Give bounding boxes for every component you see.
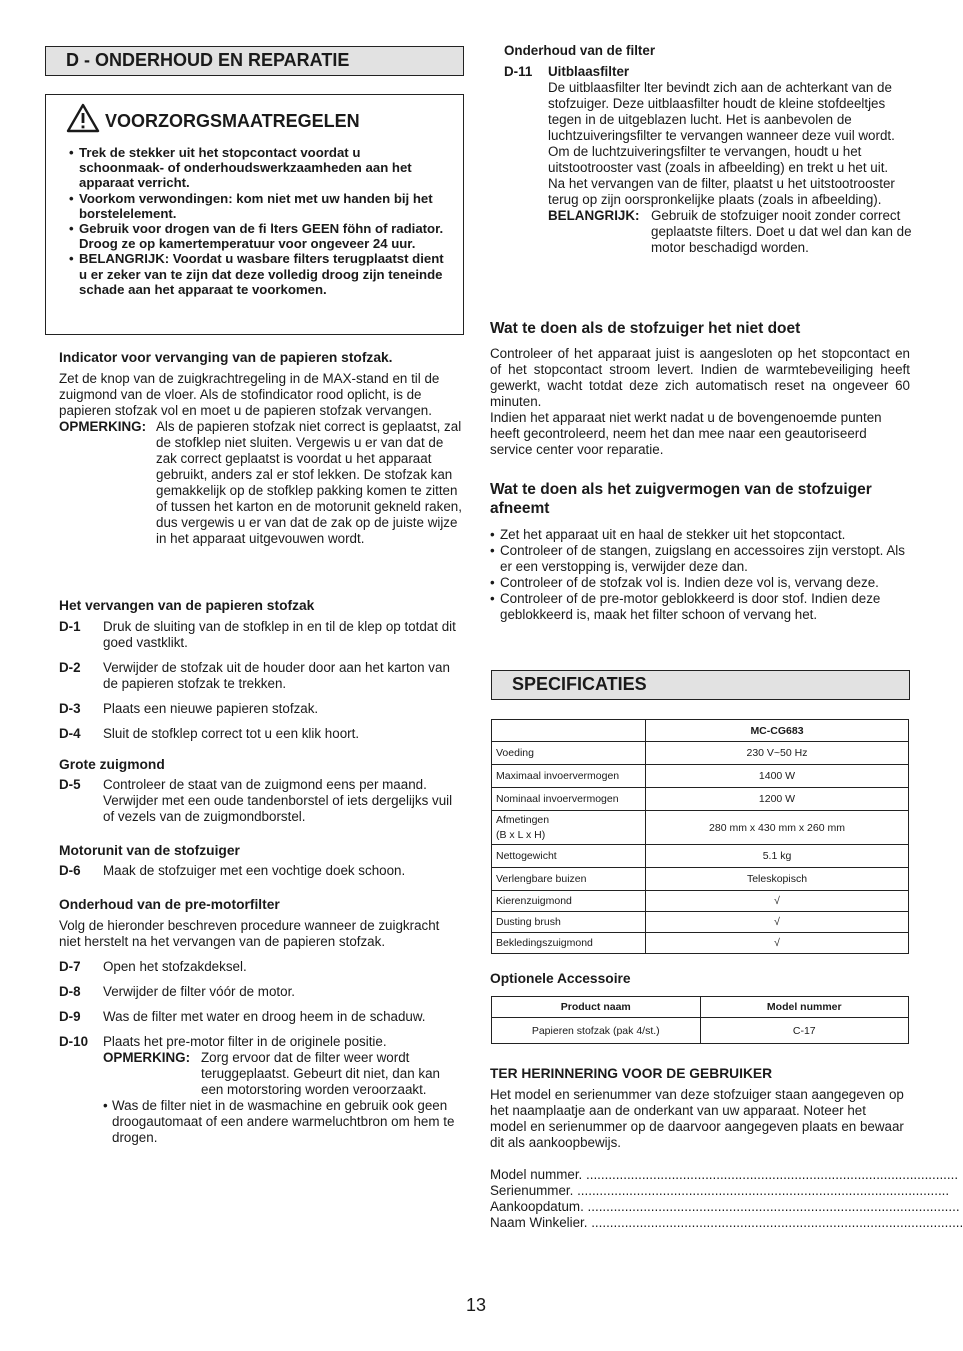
accessory-name: Papieren stofzak (pak 4/st.) xyxy=(492,1018,701,1044)
precaution-item: • Gebruik voor drogen van de fi lters GEEN föhn of radiator. Droog ze op kamertemperatuur voor ongeveer 24 uur. xyxy=(69,221,447,251)
section-title-bar xyxy=(45,46,464,76)
spec-value: 5.1 kg xyxy=(646,845,909,868)
step-number: D-1 xyxy=(59,619,81,634)
filter-section xyxy=(504,43,914,256)
spec-label: Maximaal invoervermogen xyxy=(492,765,646,788)
not-working-heading: Wat te doen als de stofzuiger het niet doet xyxy=(490,320,801,337)
premotor-bullet: • Was de filter niet in de wasmachine en gebruik ook geen droogautomaat of een andere warmeluchtbron om hem te drogen. xyxy=(103,1098,464,1146)
suction-item: • Controleer of de pre-motor geblokkeerd is door stof. Indien deze geblokkeerd is, maak het filter schoon of vervang het. xyxy=(490,591,910,623)
precautions-box xyxy=(45,94,464,335)
precaution-item: • BELANGRIJK: Voordat u wasbare filters terugplaatst dient u er zeker van te zijn dat deze volledig droog zijn teneinde schade aan het apparaat te voorkomen. xyxy=(69,251,447,297)
reminder-heading: TER HERINNERING VOOR DE GEBRUIKER xyxy=(490,1066,773,1081)
specs-table xyxy=(491,719,909,954)
suction-item: • Zet het apparaat uit en haal de stekker uit het stopcontact. xyxy=(490,527,910,543)
precautions-title: VOORZORGSMAATREGELEN xyxy=(105,111,360,131)
step-d2 xyxy=(59,660,464,692)
spec-value: Teleskopisch xyxy=(646,868,909,891)
step-d5 xyxy=(59,777,464,825)
not-working-section xyxy=(490,319,910,458)
step-text: Controleer de staat van de zuigmond eens per maand. Verwijder met een oude tandenborstel of iets dergelijks vuil of vezels van de zuigmondborstel. xyxy=(103,777,453,824)
replace-heading: Het vervangen van de papieren stofzak xyxy=(59,598,315,613)
step-text: Plaats het pre-motor filter in de originele positie. xyxy=(103,1034,387,1049)
page-number: 13 xyxy=(466,1295,487,1315)
note-label: OPMERKING: xyxy=(59,419,147,434)
step-number: D-8 xyxy=(59,984,81,999)
field-serial-number: Serienummer. .................................................................................................... xyxy=(490,1183,950,1198)
step-d9 xyxy=(59,1009,464,1025)
spec-label: Bekledingszuigmond xyxy=(492,933,646,954)
field-label: Serienummer. xyxy=(490,1183,574,1198)
step-d8 xyxy=(59,984,464,1000)
spec-label: Verlengbare buizen xyxy=(492,868,646,891)
filter-title: Uitblaasfilter xyxy=(548,64,630,79)
note-text: Zorg ervoor dat de filter weer wordt teruggeplaatst. Gebeurt dit niet, dan kan een motorstoring worden veroorzaakt. xyxy=(201,1050,440,1097)
motor-heading: Motorunit van de stofzuiger xyxy=(59,843,240,858)
field-store-name: Naam Winkelier. .................................................................................................... xyxy=(490,1215,963,1230)
accessories-col-name: Product naam xyxy=(492,997,701,1018)
premotor-heading: Onderhoud van de pre-motorfilter xyxy=(59,897,280,912)
step-text: Open het stofzakdeksel. xyxy=(103,959,247,974)
accessories-col-model: Model nummer xyxy=(700,997,909,1018)
step-number: D-2 xyxy=(59,660,81,675)
note-text: Als de papieren stofzak niet correct is geplaatst, zal de stofklep niet sluiten. Vergewis u er van dat de zak correct geplaatst is voordat u het apparaat gebruikt, anders zal er stof lekken. De stofzak kan gemakkelijk op de stofklep pakking komen te zitten of tussen het karton en de motorunit gekneld raken, dus vergewis u er van dat de zak op de juiste wijze in het apparaat uitgevouwen wordt. xyxy=(156,419,462,546)
spec-label: Voeding xyxy=(492,742,646,765)
premotor-intro: Volg de hieronder beschreven procedure wanneer de zuigkracht niet herstelt na het vervangen van de papieren stofzak. xyxy=(59,918,440,949)
field-model-number: Model nummer. .................................................................................................... xyxy=(490,1167,959,1182)
filter-note xyxy=(548,208,914,256)
spec-label: Afmetingen xyxy=(496,814,550,826)
precaution-item: • Trek de stekker uit het stopcontact voordat u schoonmaak- of onderhoudswerkzaamheden aan het apparaat verricht. xyxy=(69,145,447,191)
spec-value: 230 V~50 Hz xyxy=(646,742,909,765)
step-d1 xyxy=(59,619,464,651)
indicator-note xyxy=(59,419,464,547)
spec-label-dimensions xyxy=(492,811,646,845)
specs-model: MC-CG683 xyxy=(646,720,909,742)
step-number: D-6 xyxy=(59,863,81,878)
indicator-section xyxy=(59,350,464,547)
reminder-text: Het model en serienummer van deze stofzuiger staan aangegeven op het naamplaatje aan de onderkant van uw apparaat. Noteer het model en serienummer op de daarvoor aangegeven plaats en bewaar dit als aankoopbewijs. xyxy=(490,1087,904,1150)
spec-label-sub: (B x L x H) xyxy=(496,829,546,841)
precaution-item: • Voorkom verwondingen: kom niet met uw handen bij het borstelelement. xyxy=(69,191,447,221)
filter-text: De uitblaasfilter lter bevindt zich aan de achterkant van de stofzuiger. Deze uitblaasfilter houdt de kleine stofdeeltjes tegen in de uitgeblazen lucht. Het is aanbevolen de luchtzuiveringsfilter te vervangen wanneer deze vuil wordt. Om de luchtzuiveringsfilter te vervangen, houdt u het uitstootrooster vast (zoals in afbeelding) en trekt u het uit. xyxy=(548,80,895,175)
nozzle-section xyxy=(59,757,464,825)
step-number: D-5 xyxy=(59,777,81,792)
nozzle-heading: Grote zuigmond xyxy=(59,757,165,772)
spec-value: 1200 W xyxy=(646,788,909,811)
step-d7 xyxy=(59,959,464,975)
note-text: Gebruik de stofzuiger nooit zonder correct geplaatste filters. Doet u dat wel dan kan de motor beschadigd worden. xyxy=(651,208,912,255)
step-text: Druk de sluiting van de stofklep in en til de klep op totdat dit goed vastklikt. xyxy=(103,619,456,650)
suction-item: • Controleer of de stangen, zuigslang en accessoires zijn verstopt. Als er een verstopping is, verwijder deze dan. xyxy=(490,543,910,575)
step-text: Was de filter met water en droog heem in de schaduw. xyxy=(103,1009,426,1024)
step-number: D-10 xyxy=(59,1034,89,1049)
step-text: Sluit de stofklep correct tot u een klik hoort. xyxy=(103,726,360,741)
step-d11 xyxy=(504,64,914,256)
step-number: D-3 xyxy=(59,701,81,716)
step-d10 xyxy=(59,1034,464,1146)
step-text: Maak de stofzuiger met een vochtige doek schoon. xyxy=(103,863,406,878)
accessory-model: C-17 xyxy=(700,1018,909,1044)
step-number: D-9 xyxy=(59,1009,81,1024)
spec-label: Dusting brush xyxy=(492,912,646,933)
suction-list xyxy=(490,527,910,623)
spec-label: Nettogewicht xyxy=(492,845,646,868)
step-text: Plaats een nieuwe papieren stofzak. xyxy=(103,701,319,716)
reminder-section xyxy=(490,1066,963,1231)
specs-title: SPECIFICATIES xyxy=(512,674,647,694)
field-purchase-date: Aankoopdatum. .................................................................................................... xyxy=(490,1199,960,1214)
step-number: D-4 xyxy=(59,726,81,741)
replace-section xyxy=(59,598,464,742)
premotor-note xyxy=(103,1050,464,1098)
accessories-heading: Optionele Accessoire xyxy=(490,971,631,986)
spec-label: Nominaal invoervermogen xyxy=(492,788,646,811)
suction-item: • Controleer of de stofzak vol is. Indien deze vol is, vervang deze. xyxy=(490,575,910,591)
precautions-list xyxy=(69,145,447,297)
accessories-table xyxy=(491,996,909,1044)
not-working-text: Controleer of het apparaat juist is aangesloten op het stopcontact en of het stopcontact stroom levert. Indien de warmtebeveiliging heeft gewerkt, wacht totdat deze zich automatisch reset na ongeveer 60 minuten. xyxy=(490,346,910,409)
section-title: D - ONDERHOUD EN REPARATIE xyxy=(66,50,350,70)
indicator-text: Zet de knop van de zuigkrachtregeling in de MAX-stand en til de zuigmond van de vloer. Als de stofindicator rood oplicht, is de papieren stofzak vol en moet u de papieren stofzak vervangen. xyxy=(59,371,440,418)
field-label: Aankoopdatum. xyxy=(490,1199,584,1214)
reminder-fields xyxy=(490,1167,963,1231)
step-text: Verwijder de filter vóór de motor. xyxy=(103,984,296,999)
spec-value: √ xyxy=(646,933,909,954)
note-label: OPMERKING: xyxy=(103,1050,191,1065)
specs-empty-cell xyxy=(492,720,646,742)
not-working-text-2: Indien het apparaat niet werkt nadat u de bovengenoemde punten heeft gecontroleerd, neem het dan mee naar een geautoriseerd service center voor reparatie. xyxy=(490,410,882,457)
spec-value: √ xyxy=(646,891,909,912)
suction-section xyxy=(490,480,910,623)
field-label: Model nummer. xyxy=(490,1167,583,1182)
premotor-section xyxy=(59,897,464,1146)
spec-value: 280 mm x 430 mm x 260 mm xyxy=(646,811,909,845)
step-text: Verwijder de stofzak uit de houder door aan het karton van de papieren stofzak te trekken. xyxy=(103,660,450,691)
step-number: D-7 xyxy=(59,959,81,974)
filter-text-2: Na het vervangen van de filter, plaatst u het uitstootrooster terug op zijn oorspronkelijke plaats (zoals in afbeelding). xyxy=(548,176,895,207)
spec-label: Kierenzuigmond xyxy=(492,891,646,912)
step-d3 xyxy=(59,701,464,717)
warning-icon xyxy=(66,103,100,133)
suction-heading: Wat te doen als het zuigvermogen van de stofzuiger afneemt xyxy=(490,481,872,517)
filter-heading: Onderhoud van de filter xyxy=(504,43,656,58)
step-number: D-11 xyxy=(504,64,533,79)
motor-section xyxy=(59,843,464,879)
spec-value: √ xyxy=(646,912,909,933)
step-d6 xyxy=(59,863,464,879)
spec-value: 1400 W xyxy=(646,765,909,788)
specs-title-bar xyxy=(491,670,910,700)
field-label: Naam Winkelier. xyxy=(490,1215,588,1230)
step-d4 xyxy=(59,726,464,742)
note-label: BELANGRIJK: xyxy=(548,208,640,223)
indicator-heading: Indicator voor vervanging van de papieren stofzak. xyxy=(59,350,393,365)
